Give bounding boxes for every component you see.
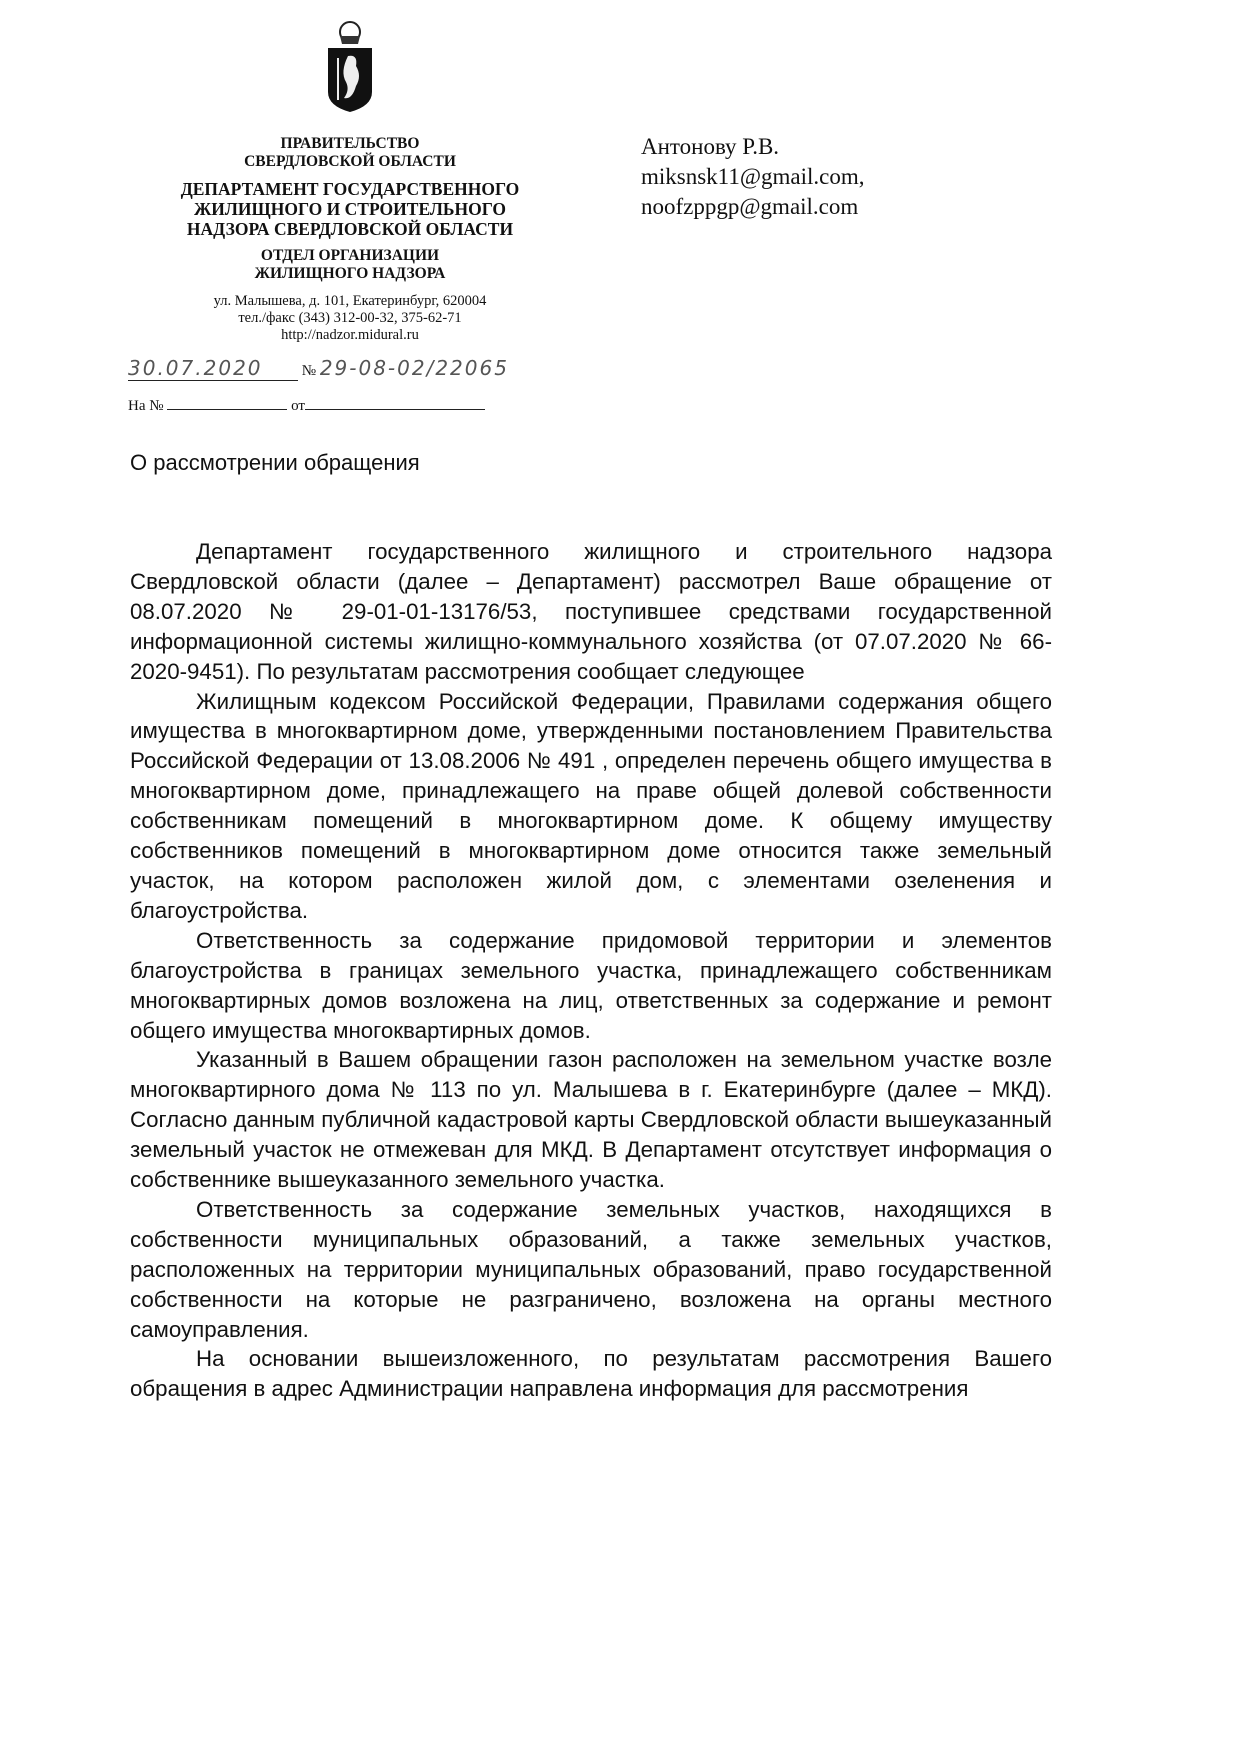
phone: тел./факс (343) 312-00-32, 375-62-71 <box>238 310 462 326</box>
paragraph: Ответственность за содержание земельных участков, находящихся в собственности муниципальных образований, а также земельных участков, расположенных на территории муниципальных образований, право государственной собственности на которые не разграничено, возложена на органы местного самоуправления. <box>130 1196 1052 1342</box>
paragraph: Ответственность за содержание придомовой территории и элементов благоустройства в границах земельного участка, принадлежащего собственникам многоквартирных домов возложена на лиц, ответственных за содержание и ремонт общего имущества многоквартирных домов. <box>130 927 1052 1043</box>
registration-number: 29-08-02/22065 <box>319 356 509 380</box>
gov-line-2: СВЕРДЛОВСКОЙ ОБЛАСТИ <box>244 153 456 170</box>
letterhead <box>120 20 580 344</box>
paragraph: На основании вышеизложенного, по результатам рассмотрения Вашего обращения в адрес Администрации направлена информация для рассмотрения <box>130 1346 1052 1402</box>
recipient-email-2: noofzppgp@gmail.com <box>641 194 859 219</box>
recipient-block <box>641 132 865 222</box>
division-line-1: ОТДЕЛ ОРГАНИЗАЦИИ <box>260 247 440 264</box>
registration-line <box>128 356 568 382</box>
subject: О рассмотрении обращения <box>130 450 420 475</box>
from-label: от <box>291 398 305 414</box>
dept-line-3: НАДЗОРА СВЕРДЛОВСКОЙ ОБЛАСТИ <box>186 219 514 239</box>
dept-line-2: ЖИЛИЩНОГО И СТРОИТЕЛЬНОГО <box>193 199 507 219</box>
paragraph: Указанный в Вашем обращении газон расположен на земельном участке возле многоквартирного дома № 113 по ул. Малышева в г. Екатеринбурге (далее – МКД). Согласно данным публичной кадастровой карты Свердловской области вышеуказанный земельный участок не отмежеван для МКД. В Департамент отсутствует информация о собственнике вышеуказанного земельного участка. <box>130 1047 1052 1193</box>
reply-to-line <box>128 398 485 415</box>
recipient-email-1: miksnsk11@gmail.com, <box>641 164 865 189</box>
coat-of-arms-icon <box>322 20 378 115</box>
paragraph: Департамент государственного жилищного и строительного надзора Свердловской области (далее – Департамент) рассмотрел Ваше обращение от 08.07.2020 № 29-01-01-13176/53, поступившее средствами государственной информационной системы жилищно-коммунального хозяйства (от 07.07.2020 № 66-2020-9451). По результатам рассмотрения сообщает следующее <box>130 539 1052 684</box>
website: http://nadzor.midural.ru <box>281 327 419 343</box>
letter-body <box>130 537 1052 1404</box>
address: ул. Малышева, д. 101, Екатеринбург, 620004 <box>213 293 487 309</box>
registration-date: 30.07.2020 <box>128 356 263 380</box>
dept-line-1: ДЕПАРТАМЕНТ ГОСУДАРСТВЕННОГО <box>180 179 520 199</box>
paragraph: Жилищным кодексом Российской Федерации, Правилами содержания общего имущества в многоквартирном доме, утвержденными постановлением Правительства Российской Федерации от 13.08.2006 № 491 , определен перечень общего имущества в многоквартирном доме, принадлежащего на праве общей долевой собственности собственникам помещений в многоквартирном доме. К общему имуществу собственников помещений в многоквартирном доме относится также земельный участок, на котором расположен жилой дом, с элементами озеленения и благоустройства. <box>130 688 1052 923</box>
division-line-2: ЖИЛИЩНОГО НАДЗОРА <box>254 265 446 282</box>
number-label: № <box>301 363 317 379</box>
recipient-name: Антонову Р.В. <box>641 134 780 159</box>
gov-line-1: ПРАВИТЕЛЬСТВО <box>280 135 420 152</box>
reply-to-label: На № <box>128 398 164 414</box>
